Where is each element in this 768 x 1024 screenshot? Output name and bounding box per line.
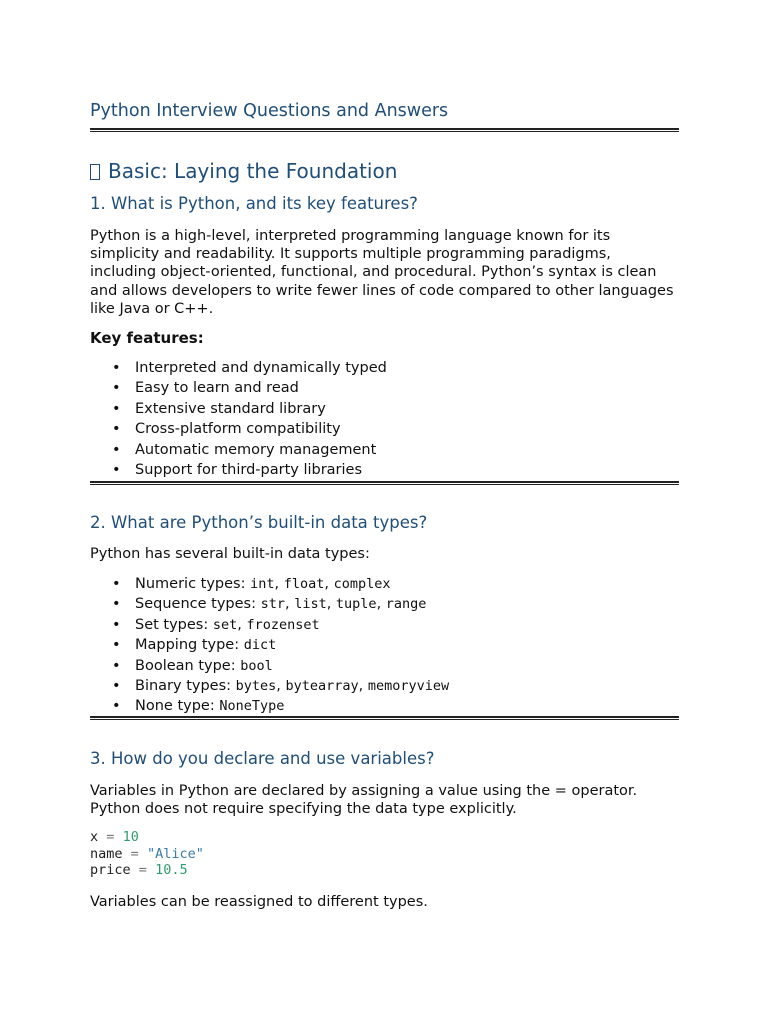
type-code: frozenset (246, 616, 320, 633)
list-item: • Interpreted and dynamically typed (90, 358, 679, 378)
code-operator: = (138, 862, 147, 879)
bullet-icon: • (112, 677, 121, 694)
q1-heading: 1. What is Python, and its key features? (90, 194, 418, 213)
q1-features-label: Key features: (90, 329, 204, 347)
list-item (90, 635, 679, 655)
bullet-icon: • (112, 421, 121, 438)
list-item: • Automatic memory management (90, 440, 679, 460)
type-label: Mapping type: (135, 637, 244, 654)
section-emoji-icon (90, 164, 100, 180)
q2-intro: Python has several built-in data types: (90, 546, 370, 562)
bullet-icon: • (112, 657, 121, 674)
code-var-name: x (90, 829, 99, 845)
list-item: • Extensive standard library (90, 399, 679, 419)
q3-intro: Variables in Python are declared by assigning a value using the = operator. Python does not require specifying the data type explicitly. (90, 783, 638, 818)
type-label: Numeric types: (135, 576, 251, 592)
type-code: set (212, 616, 238, 633)
list-item: • Numeric types: int, float, complex (90, 574, 679, 594)
type-code: NoneType (219, 698, 285, 715)
code-operator: = (130, 845, 139, 862)
type-label: Boolean type: (135, 657, 241, 674)
bullet-icon: • (112, 400, 121, 417)
document-title: Python Interview Questions and Answers (90, 101, 449, 121)
type-code: bytes (235, 677, 277, 694)
list-item: • Sequence types: str, list, tuple, range (90, 594, 679, 614)
list-item: • Easy to learn and read (90, 378, 679, 398)
code-line (90, 862, 204, 879)
type-code: str (260, 596, 285, 613)
list-item: • Support for third-party libraries (90, 460, 679, 480)
code-var-name: price (90, 862, 131, 879)
q3-heading: 3. How do you declare and use variables? (90, 749, 435, 768)
q1-divider (90, 481, 679, 485)
type-code: tuple (335, 596, 377, 613)
section-heading-text: Basic: Laying the Foundation (108, 159, 398, 183)
q2-divider (90, 716, 679, 720)
type-code: complex (333, 576, 391, 592)
type-code: dict (243, 637, 277, 654)
q2-heading: 2. What are Python’s built-in data types? (90, 513, 428, 532)
q3-code-block (90, 829, 204, 879)
q3-outro: Variables can be reassigned to different types. (90, 894, 428, 910)
bullet-icon: • (112, 380, 121, 397)
type-code: bool (240, 657, 273, 674)
q2-types-list (90, 574, 679, 717)
code-line (90, 846, 204, 863)
code-value: "Alice" (146, 845, 204, 862)
bullet-icon: • (112, 637, 121, 654)
type-code: memoryview (367, 677, 450, 694)
type-label: None type: (135, 698, 220, 715)
list-item (90, 696, 679, 716)
bullet-icon: • (112, 576, 121, 592)
list-item: • Set types: set, frozenset (90, 615, 679, 635)
bullet-icon: • (112, 441, 121, 458)
code-line (90, 829, 204, 846)
bullet-icon: • (112, 461, 121, 478)
q1-intro: Python is a high-level, interpreted programming language known for its simplicity and readability. It supports multiple programming paradigms, including object-oriented, functional, and procedural. Python’s syntax is clean and allows developers to write fewer lines of code compared to other languages like Java or C++. (90, 228, 674, 317)
code-value: 10.5 (155, 862, 188, 879)
bullet-icon: • (112, 360, 121, 376)
type-label: Binary types: (135, 677, 236, 694)
code-operator: = (106, 829, 115, 845)
type-code: float (283, 576, 325, 592)
bullet-icon: • (112, 698, 121, 715)
bullet-icon: • (112, 616, 121, 633)
type-code: range (385, 596, 427, 613)
q1-features-list (90, 358, 679, 480)
type-code: bytearray (285, 677, 359, 694)
section-heading (90, 159, 397, 183)
list-item: • Cross-platform compatibility (90, 419, 679, 439)
code-var-name: name (90, 845, 123, 862)
list-item: • Binary types: bytes, bytearray, memoryview (90, 676, 679, 696)
bullet-icon: • (112, 596, 121, 613)
type-code: list (294, 596, 327, 613)
type-label: Sequence types: (135, 596, 261, 613)
code-value: 10 (122, 829, 139, 845)
title-divider (90, 128, 679, 132)
type-code: int (250, 576, 275, 592)
list-item (90, 656, 679, 676)
type-label: Set types: (135, 616, 213, 633)
